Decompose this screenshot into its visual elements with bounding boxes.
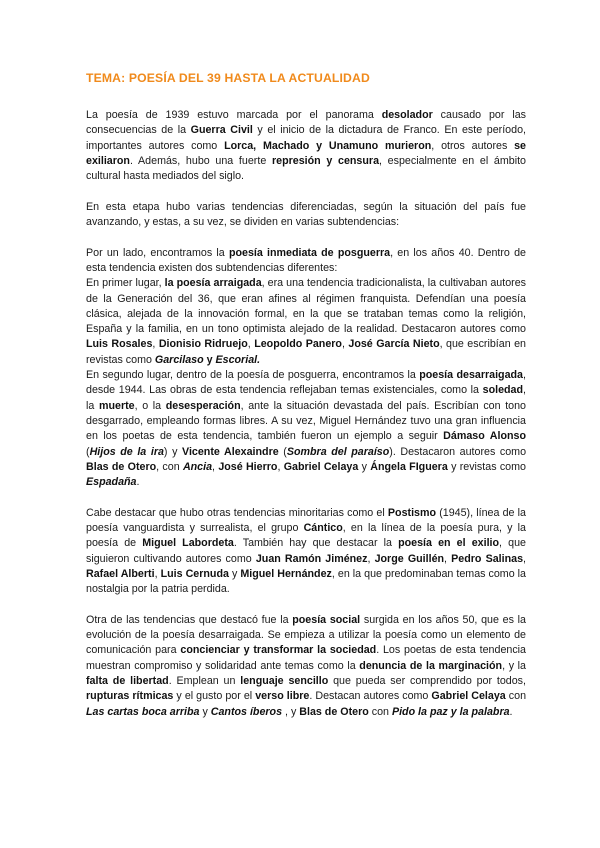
- text-run: (1945), línea de la poesía vanguardista y surrealista, el grupo: [86, 506, 526, 535]
- emphasis-text: poesía inmediata de posguerra: [228, 246, 391, 259]
- title-italic-text: Las cartas boca arriba: [86, 705, 200, 718]
- text-run: , y la: [502, 659, 526, 672]
- emphasis-text: Dámaso Alonso: [443, 430, 527, 443]
- text-run: (: [278, 445, 287, 458]
- text-run: con: [505, 690, 527, 703]
- emphasis-text: Ángela FIguera: [370, 460, 448, 473]
- title-italic-text: Ancia: [182, 460, 213, 473]
- paragraph-desarraigada: [86, 368, 526, 490]
- document-title: TEMA: POESÍA DEL 39 HASTA LA ACTUALIDAD: [86, 71, 370, 85]
- title-italic-text: Pido la paz y la palabra: [391, 705, 510, 718]
- emphasis-text: José García Nieto: [348, 338, 440, 351]
- paragraph-intro: [86, 108, 526, 184]
- text-run: y el gusto por el: [173, 690, 256, 703]
- text-run: . También hay que destacar la: [233, 537, 399, 550]
- paragraph-minoritarias: [86, 506, 526, 598]
- emphasis-text: muerte: [98, 399, 135, 412]
- emphasis-text: poesía social: [292, 613, 361, 626]
- text-run: , ante la situación devastada del país. Escribían con tono desgarrado, empleando formas libres. A su vez, Miguel Hernández tuvo una gran influencia en los poetas de esta tendencia, también fueron un ejemplo a seguir: [86, 399, 526, 443]
- text-run: . Los poetas de esta tendencia muestran compromiso y solidaridad ante temas como la: [86, 644, 526, 672]
- text-run: . Emplean un: [168, 674, 241, 687]
- emphasis-text: Juan Ramón Jiménez: [255, 552, 368, 565]
- emphasis-text: poesía desarraigada: [419, 369, 524, 382]
- title-italic-text: Hijos de la ira: [89, 445, 164, 458]
- emphasis-text: Miguel Hernández: [240, 567, 332, 580]
- title-italic-text: Espadaña: [86, 476, 137, 489]
- emphasis-text: Rafael Alberti: [86, 567, 155, 580]
- text-run: ,: [523, 552, 526, 565]
- emphasis-text: lenguaje sencillo: [240, 674, 329, 687]
- emphasis-text: poesía en el exilio: [398, 537, 500, 550]
- text-run: , con: [156, 460, 183, 473]
- text-run: Cabe destacar que hubo otras tendencias minoritarias como el: [86, 506, 388, 519]
- emphasis-text: Gabriel Celaya: [431, 690, 506, 703]
- text-run: ,: [154, 567, 161, 580]
- text-run: ,: [212, 460, 219, 473]
- text-run: , que siguieron cultivando autores como: [86, 537, 526, 565]
- emphasis-text: José Hierro: [218, 460, 278, 473]
- title-italic-text: Sombra del paraíso: [286, 445, 390, 458]
- text-run: , o la: [134, 399, 166, 412]
- document-body: [86, 108, 526, 735]
- emphasis-text: concienciar y transformar la sociedad: [180, 644, 377, 657]
- paragraph-posguerra: [86, 246, 526, 277]
- text-run: , en la que predominaban temas como la nostalgia por la patria perdida.: [86, 567, 526, 596]
- text-run: ,: [152, 338, 159, 351]
- text-run: y el inicio de la dictadura de Franco. En este período, importantes autores como: [86, 124, 526, 152]
- text-run: . Destacan autores como: [309, 690, 432, 703]
- emphasis-text: falta de libertad: [86, 674, 169, 687]
- paragraph-arraigada: [86, 276, 526, 368]
- title-italic-text: Escorial.: [215, 353, 261, 366]
- emphasis-text: Vicente Alexaindre: [182, 445, 279, 458]
- text-run: ). Destacaron autores como: [389, 445, 527, 458]
- text-run: .: [136, 476, 140, 489]
- text-run: ,: [367, 552, 375, 565]
- text-run: , y: [282, 705, 300, 718]
- text-run: surgida en los años 50, que es la evolución de la poesía desarraigada. Se empieza a utilizar la poesía como un elemento de comunicación para: [86, 613, 526, 657]
- text-run: Otra de las tendencias que destacó fue la: [86, 613, 293, 626]
- text-run: En segundo lugar, dentro de la poesía de posguerra, encontramos la: [86, 369, 420, 382]
- paragraph-tendencias: [86, 200, 526, 231]
- text-run: ) y: [163, 445, 183, 458]
- emphasis-text: Blas de Otero: [299, 705, 369, 718]
- emphasis-text: Luis Rosales: [86, 338, 153, 351]
- text-run: , la: [86, 384, 526, 412]
- text-run: En primer lugar,: [86, 277, 165, 290]
- emphasis-text: soledad: [482, 384, 524, 397]
- emphasis-text: rupturas rítmicas: [86, 690, 174, 703]
- emphasis-text: Leopoldo Panero: [254, 338, 342, 351]
- text-run: La poesía de 1939 estuvo marcada por el panorama: [86, 109, 382, 121]
- text-run: causado por las consecuencias de la: [86, 109, 526, 137]
- text-run: que pueda ser comprendido por todos,: [328, 674, 526, 687]
- emphasis-text: Guerra Civil: [190, 124, 253, 137]
- emphasis-text: Luis Cernuda: [160, 567, 229, 580]
- text-run: , en los años 40. Dentro de esta tendencia existen dos subtendencias diferentes:: [86, 246, 526, 274]
- text-run: y: [358, 460, 371, 473]
- text-run: (: [86, 445, 90, 458]
- text-run: , que escribían en revistas como: [86, 338, 526, 366]
- emphasis-text: Cántico: [303, 522, 343, 535]
- emphasis-text: Dionisio Ridruejo: [158, 338, 248, 351]
- text-run: , especialmente en el ámbito cultural hasta mediados del siglo.: [86, 154, 526, 183]
- text-run: ,: [341, 338, 349, 351]
- text-run: , otros autores: [431, 139, 515, 152]
- emphasis-text: denuncia de la marginación: [359, 659, 503, 672]
- text-run: . Además, hubo una fuerte: [129, 154, 272, 167]
- text-run: , era una tendencia tradicionalista, la cultivaban autores de la Generación del 36, que eran afines al régimen franquista. Defendían una poesía clásica, alejada de la innovación formal, en la que se trataban temas como la religión, España y la familia, en un tono optimista alejado de la realidad. Destacaron autores como: [86, 277, 526, 336]
- text-run: .: [509, 705, 513, 718]
- emphasis-text: Blas de Otero: [86, 460, 157, 473]
- emphasis-text: y: [203, 353, 216, 366]
- text-run: , en la línea de la poesía pura, y la poesía de: [86, 522, 526, 550]
- emphasis-text: desesperación: [165, 399, 241, 412]
- title-italic-text: Cantos íberos: [210, 705, 283, 718]
- emphasis-text: Miguel Labordeta: [142, 537, 234, 550]
- emphasis-text: Gabriel Celaya: [283, 460, 359, 473]
- emphasis-text: represión y censura: [271, 154, 380, 167]
- text-run: , desde 1944. Las obras de esta tendencia reflejaban temas existenciales, como la: [86, 369, 526, 397]
- title-italic-text: Garcilaso: [154, 353, 204, 366]
- emphasis-text: desolador: [381, 109, 433, 121]
- emphasis-text: Pedro Salinas: [451, 552, 524, 565]
- emphasis-text: Postismo: [387, 506, 437, 519]
- emphasis-text: Lorca, Machado y Unamuno murieron: [224, 139, 432, 152]
- text-run: ,: [444, 552, 452, 565]
- emphasis-text: la poesía arraigada: [164, 277, 262, 290]
- text-run: con: [368, 705, 392, 718]
- text-run: y: [228, 567, 241, 580]
- text-run: y revistas como: [447, 460, 526, 473]
- text-run: ,: [277, 460, 284, 473]
- emphasis-text: verso libre: [255, 690, 310, 703]
- text-run: ,: [247, 338, 255, 351]
- paragraph-social: [86, 613, 526, 720]
- text-run: y: [199, 705, 211, 718]
- emphasis-text: Jorge Guillén: [374, 552, 445, 565]
- text-run: En esta etapa hubo varias tendencias diferenciadas, según la situación del país fue avanzando, y estas, a su vez, se dividen en varias subtendencias:: [86, 200, 526, 229]
- emphasis-text: se exiliaron: [86, 139, 526, 167]
- text-run: Por un lado, encontramos la: [86, 246, 229, 259]
